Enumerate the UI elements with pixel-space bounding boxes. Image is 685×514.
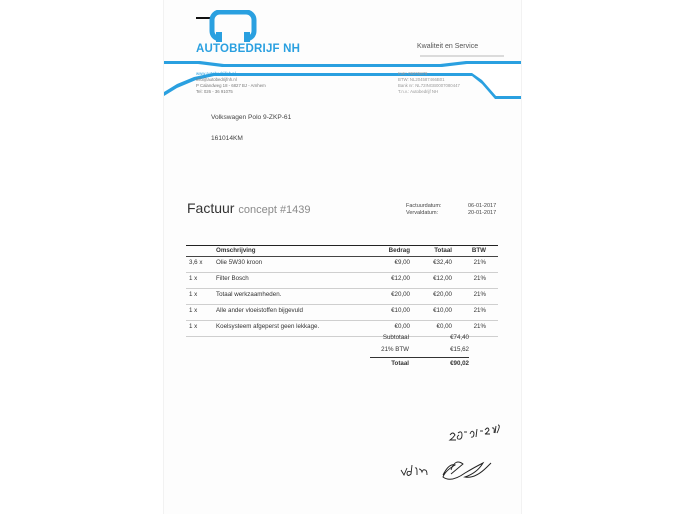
- row-qty: 1 x: [189, 323, 198, 330]
- row-bedrag: €20,00: [391, 291, 410, 298]
- row-description: Alle ander vloeistoffen bijgevuld: [216, 307, 303, 314]
- registration-line: KvK: 09205878: [398, 71, 428, 76]
- row-btw: 21%: [473, 275, 486, 282]
- header-band: [0, 0, 685, 100]
- row-totaal: €20,00: [433, 291, 452, 298]
- invoice-concept-number: concept #1439: [238, 204, 311, 216]
- contact-line: P Calandweg 18 - 6827 BJ - Arnhem: [196, 83, 266, 88]
- row-description: Filter Bosch: [216, 275, 249, 282]
- contact-block: [196, 71, 266, 95]
- due-date-value: 20-01-2017: [468, 210, 497, 216]
- header-totaal: Totaal: [434, 247, 452, 254]
- subtotal-value: €74,40: [450, 334, 469, 341]
- row-qty: 1 x: [189, 291, 198, 298]
- company-name: AUTOBEDRIJF NH: [196, 43, 301, 55]
- client-vehicle: Volkswagen Polo 9-ZKP-61: [211, 114, 292, 121]
- total-label: Totaal: [391, 360, 409, 367]
- invoice-title-text: Factuur: [187, 200, 235, 216]
- row-bedrag: €12,00: [391, 275, 410, 282]
- row-totaal: €32,40: [433, 259, 452, 266]
- company-tagline: Kwaliteit en Service: [417, 43, 479, 50]
- row-totaal: €10,00: [433, 307, 452, 314]
- vat-value: €15,62: [450, 345, 469, 353]
- row-bedrag: €10,00: [391, 307, 410, 314]
- contact-line: info@autobedrijfnh.nl: [196, 77, 237, 82]
- table-row: [186, 257, 498, 273]
- row-description: Koelsysteem afgeperst geen lekkage.: [216, 323, 320, 330]
- row-btw: 21%: [473, 307, 486, 314]
- row-bedrag: €0,00: [394, 323, 410, 330]
- table-row: [186, 305, 498, 321]
- registration-line: Bank nr: NL72INGB0007080447: [398, 83, 460, 88]
- invoice-dates: [406, 203, 503, 217]
- vat-label: 21% BTW: [381, 345, 409, 353]
- row-description: Totaal werkzaamheden.: [216, 291, 282, 298]
- company-url[interactable]: www.autobedrijfnh.nl: [196, 71, 236, 76]
- row-bedrag: €9,00: [394, 259, 410, 266]
- total-row: [370, 357, 469, 370]
- invoice-date-value: 06-01-2017: [468, 203, 497, 209]
- invoice-table: [186, 245, 498, 337]
- table-row: [186, 289, 498, 305]
- row-btw: 21%: [473, 323, 486, 330]
- due-date-label: Vervaldatum:: [406, 210, 439, 216]
- invoice-date-label: Factuurdatum:: [406, 203, 442, 209]
- total-value: €90,02: [450, 360, 469, 367]
- row-description: Olie 5W30 kroon: [216, 259, 263, 266]
- handwritten-signature: [395, 420, 510, 490]
- row-btw: 21%: [473, 259, 486, 266]
- subtotal-label: Subtotaal: [382, 334, 409, 341]
- table-header: [186, 245, 498, 257]
- row-qty: 1 x: [189, 307, 198, 314]
- header-bedrag: Bedrag: [388, 247, 410, 254]
- contact-line: Tel: 026 - 36 91075: [196, 89, 233, 94]
- row-totaal: €12,00: [433, 275, 452, 282]
- client-mileage: 161014KM: [211, 135, 243, 142]
- registration-line: T.n.v.: Autobedrijf NH: [398, 89, 439, 94]
- subtotal-row: [370, 334, 469, 346]
- registration-block: [398, 71, 460, 95]
- header-btw: BTW: [471, 247, 486, 254]
- registration-line: BTW: NL204587466B01: [398, 77, 445, 82]
- company-logo: [202, 10, 264, 44]
- row-totaal: €0,00: [436, 323, 452, 330]
- totals-block: [370, 334, 469, 370]
- row-qty: 3,6 x: [189, 259, 203, 266]
- invoice-title: [187, 200, 311, 216]
- header-description: Omschrijving: [216, 247, 256, 254]
- row-qty: 1 x: [189, 275, 198, 282]
- vat-row: [370, 346, 469, 358]
- row-btw: 21%: [473, 291, 486, 298]
- table-row: [186, 273, 498, 289]
